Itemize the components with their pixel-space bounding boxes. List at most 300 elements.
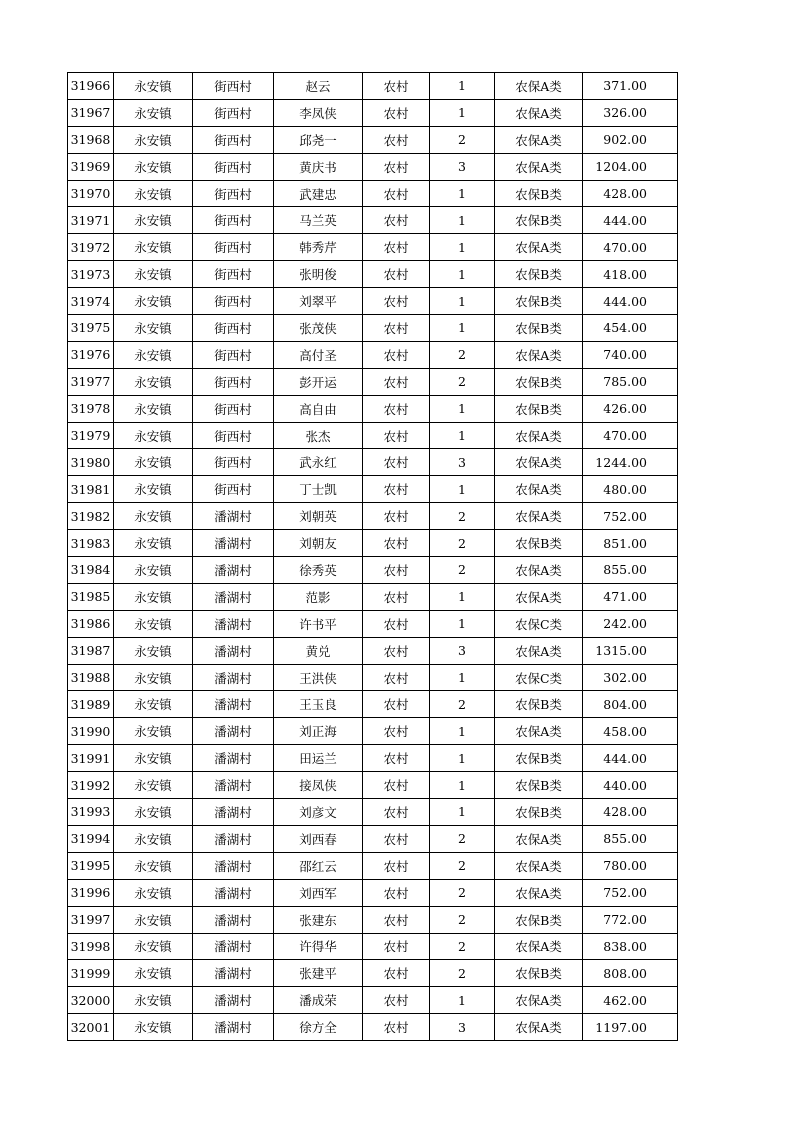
record-id-cell: 31972 [68, 234, 114, 261]
table-row [68, 73, 678, 100]
village-cell: 潘湖村 [193, 583, 274, 610]
amount-cell: 454.00 [583, 315, 678, 342]
person-name-cell: 刘彦文 [274, 799, 363, 826]
insurance-category-cell: 农保A类 [495, 153, 583, 180]
member-count-cell: 3 [430, 449, 495, 476]
record-id-cell: 31978 [68, 395, 114, 422]
amount-cell: 326.00 [583, 99, 678, 126]
amount-cell: 462.00 [583, 987, 678, 1014]
table-row [68, 180, 678, 207]
record-id-cell: 31995 [68, 852, 114, 879]
table-row [68, 476, 678, 503]
record-id-cell: 31969 [68, 153, 114, 180]
town-cell: 永安镇 [114, 852, 193, 879]
village-cell: 潘湖村 [193, 879, 274, 906]
record-id-cell: 31981 [68, 476, 114, 503]
member-count-cell: 1 [430, 583, 495, 610]
household-type-cell: 农村 [363, 530, 430, 557]
household-type-cell: 农村 [363, 610, 430, 637]
household-type-cell: 农村 [363, 825, 430, 852]
town-cell: 永安镇 [114, 530, 193, 557]
amount-cell: 444.00 [583, 288, 678, 315]
village-cell: 潘湖村 [193, 987, 274, 1014]
household-type-cell: 农村 [363, 933, 430, 960]
table-row [68, 960, 678, 987]
insurance-category-cell: 农保A类 [495, 503, 583, 530]
person-name-cell: 接凤侠 [274, 772, 363, 799]
household-type-cell: 农村 [363, 718, 430, 745]
household-type-cell: 农村 [363, 583, 430, 610]
record-id-cell: 31980 [68, 449, 114, 476]
person-name-cell: 张明俊 [274, 261, 363, 288]
record-id-cell: 31976 [68, 341, 114, 368]
record-id-cell: 31983 [68, 530, 114, 557]
insurance-category-cell: 农保A类 [495, 987, 583, 1014]
member-count-cell: 1 [430, 799, 495, 826]
household-type-cell: 农村 [363, 207, 430, 234]
insurance-category-cell: 农保A类 [495, 718, 583, 745]
amount-cell: 855.00 [583, 557, 678, 584]
insurance-category-cell: 农保B类 [495, 960, 583, 987]
record-id-cell: 31975 [68, 315, 114, 342]
amount-cell: 785.00 [583, 368, 678, 395]
member-count-cell: 1 [430, 664, 495, 691]
record-id-cell: 32001 [68, 1014, 114, 1041]
table-row [68, 852, 678, 879]
household-type-cell: 农村 [363, 449, 430, 476]
village-cell: 潘湖村 [193, 718, 274, 745]
town-cell: 永安镇 [114, 879, 193, 906]
table-row [68, 799, 678, 826]
record-id-cell: 31988 [68, 664, 114, 691]
household-type-cell: 农村 [363, 315, 430, 342]
table-row [68, 825, 678, 852]
member-count-cell: 1 [430, 395, 495, 422]
insurance-category-cell: 农保A类 [495, 73, 583, 100]
record-id-cell: 31970 [68, 180, 114, 207]
insurance-category-cell: 农保C类 [495, 610, 583, 637]
town-cell: 永安镇 [114, 73, 193, 100]
village-cell: 街西村 [193, 99, 274, 126]
village-cell: 潘湖村 [193, 557, 274, 584]
household-type-cell: 农村 [363, 503, 430, 530]
town-cell: 永安镇 [114, 610, 193, 637]
person-name-cell: 丁士凯 [274, 476, 363, 503]
person-name-cell: 黄庆书 [274, 153, 363, 180]
person-name-cell: 张杰 [274, 422, 363, 449]
amount-cell: 1197.00 [583, 1014, 678, 1041]
town-cell: 永安镇 [114, 637, 193, 664]
member-count-cell: 1 [430, 180, 495, 207]
member-count-cell: 2 [430, 852, 495, 879]
town-cell: 永安镇 [114, 933, 193, 960]
record-id-cell: 31999 [68, 960, 114, 987]
town-cell: 永安镇 [114, 503, 193, 530]
insurance-category-cell: 农保B类 [495, 315, 583, 342]
table-row [68, 691, 678, 718]
town-cell: 永安镇 [114, 341, 193, 368]
town-cell: 永安镇 [114, 449, 193, 476]
insurance-category-cell: 农保A类 [495, 99, 583, 126]
table-row [68, 341, 678, 368]
amount-cell: 440.00 [583, 772, 678, 799]
household-type-cell: 农村 [363, 99, 430, 126]
village-cell: 街西村 [193, 261, 274, 288]
village-cell: 街西村 [193, 449, 274, 476]
person-name-cell: 田运兰 [274, 745, 363, 772]
record-id-cell: 31973 [68, 261, 114, 288]
member-count-cell: 2 [430, 368, 495, 395]
amount-cell: 808.00 [583, 960, 678, 987]
member-count-cell: 2 [430, 530, 495, 557]
person-name-cell: 马兰英 [274, 207, 363, 234]
amount-cell: 470.00 [583, 234, 678, 261]
member-count-cell: 2 [430, 557, 495, 584]
insurance-category-cell: 农保B类 [495, 745, 583, 772]
household-type-cell: 农村 [363, 879, 430, 906]
record-id-cell: 31993 [68, 799, 114, 826]
insurance-category-cell: 农保A类 [495, 422, 583, 449]
table-row [68, 718, 678, 745]
village-cell: 街西村 [193, 288, 274, 315]
village-cell: 潘湖村 [193, 825, 274, 852]
amount-cell: 470.00 [583, 422, 678, 449]
member-count-cell: 2 [430, 879, 495, 906]
member-count-cell: 1 [430, 288, 495, 315]
record-id-cell: 31968 [68, 126, 114, 153]
village-cell: 潘湖村 [193, 852, 274, 879]
member-count-cell: 1 [430, 234, 495, 261]
person-name-cell: 邵红云 [274, 852, 363, 879]
insurance-category-cell: 农保B类 [495, 288, 583, 315]
table-row [68, 261, 678, 288]
insurance-category-cell: 农保B类 [495, 691, 583, 718]
record-id-cell: 31979 [68, 422, 114, 449]
person-name-cell: 张建东 [274, 906, 363, 933]
table-row [68, 503, 678, 530]
amount-cell: 302.00 [583, 664, 678, 691]
village-cell: 潘湖村 [193, 503, 274, 530]
table-row [68, 637, 678, 664]
insurance-category-cell: 农保B类 [495, 207, 583, 234]
person-name-cell: 刘西春 [274, 825, 363, 852]
village-cell: 街西村 [193, 315, 274, 342]
town-cell: 永安镇 [114, 476, 193, 503]
village-cell: 潘湖村 [193, 960, 274, 987]
member-count-cell: 2 [430, 341, 495, 368]
insurance-category-cell: 农保A类 [495, 449, 583, 476]
town-cell: 永安镇 [114, 395, 193, 422]
amount-cell: 458.00 [583, 718, 678, 745]
table-row [68, 422, 678, 449]
amount-cell: 780.00 [583, 852, 678, 879]
member-count-cell: 3 [430, 1014, 495, 1041]
household-type-cell: 农村 [363, 691, 430, 718]
village-cell: 潘湖村 [193, 637, 274, 664]
record-id-cell: 31985 [68, 583, 114, 610]
member-count-cell: 1 [430, 772, 495, 799]
household-type-cell: 农村 [363, 261, 430, 288]
person-name-cell: 潘成荣 [274, 987, 363, 1014]
town-cell: 永安镇 [114, 583, 193, 610]
insurance-category-cell: 农保A类 [495, 583, 583, 610]
member-count-cell: 1 [430, 745, 495, 772]
town-cell: 永安镇 [114, 799, 193, 826]
village-cell: 潘湖村 [193, 772, 274, 799]
table-row [68, 987, 678, 1014]
person-name-cell: 刘翠平 [274, 288, 363, 315]
person-name-cell: 彭开运 [274, 368, 363, 395]
amount-cell: 804.00 [583, 691, 678, 718]
table-row [68, 449, 678, 476]
village-cell: 街西村 [193, 73, 274, 100]
table-row [68, 99, 678, 126]
amount-cell: 242.00 [583, 610, 678, 637]
person-name-cell: 刘朝友 [274, 530, 363, 557]
person-name-cell: 范影 [274, 583, 363, 610]
village-cell: 街西村 [193, 368, 274, 395]
records-table [67, 72, 678, 1041]
household-type-cell: 农村 [363, 126, 430, 153]
town-cell: 永安镇 [114, 126, 193, 153]
household-type-cell: 农村 [363, 906, 430, 933]
village-cell: 潘湖村 [193, 530, 274, 557]
household-type-cell: 农村 [363, 637, 430, 664]
member-count-cell: 1 [430, 207, 495, 234]
amount-cell: 444.00 [583, 745, 678, 772]
village-cell: 街西村 [193, 207, 274, 234]
table-row [68, 583, 678, 610]
amount-cell: 371.00 [583, 73, 678, 100]
town-cell: 永安镇 [114, 718, 193, 745]
person-name-cell: 武建忠 [274, 180, 363, 207]
table-row [68, 557, 678, 584]
village-cell: 潘湖村 [193, 691, 274, 718]
amount-cell: 855.00 [583, 825, 678, 852]
table-row [68, 153, 678, 180]
table-row [68, 664, 678, 691]
member-count-cell: 3 [430, 637, 495, 664]
person-name-cell: 刘朝英 [274, 503, 363, 530]
village-cell: 街西村 [193, 395, 274, 422]
amount-cell: 752.00 [583, 503, 678, 530]
person-name-cell: 张茂侠 [274, 315, 363, 342]
member-count-cell: 1 [430, 610, 495, 637]
member-count-cell: 2 [430, 906, 495, 933]
household-type-cell: 农村 [363, 476, 430, 503]
household-type-cell: 农村 [363, 960, 430, 987]
village-cell: 街西村 [193, 234, 274, 261]
amount-cell: 480.00 [583, 476, 678, 503]
town-cell: 永安镇 [114, 825, 193, 852]
table-row [68, 772, 678, 799]
table-row [68, 288, 678, 315]
record-id-cell: 31977 [68, 368, 114, 395]
table-row [68, 126, 678, 153]
record-id-cell: 31986 [68, 610, 114, 637]
insurance-category-cell: 农保A类 [495, 879, 583, 906]
household-type-cell: 农村 [363, 745, 430, 772]
record-id-cell: 32000 [68, 987, 114, 1014]
records-table-body [68, 73, 678, 1041]
person-name-cell: 张建平 [274, 960, 363, 987]
person-name-cell: 赵云 [274, 73, 363, 100]
town-cell: 永安镇 [114, 153, 193, 180]
record-id-cell: 31971 [68, 207, 114, 234]
insurance-category-cell: 农保A类 [495, 476, 583, 503]
town-cell: 永安镇 [114, 1014, 193, 1041]
amount-cell: 1244.00 [583, 449, 678, 476]
insurance-category-cell: 农保A类 [495, 933, 583, 960]
household-type-cell: 农村 [363, 180, 430, 207]
amount-cell: 426.00 [583, 395, 678, 422]
insurance-category-cell: 农保A类 [495, 825, 583, 852]
member-count-cell: 2 [430, 933, 495, 960]
household-type-cell: 农村 [363, 422, 430, 449]
record-id-cell: 31974 [68, 288, 114, 315]
insurance-category-cell: 农保A类 [495, 637, 583, 664]
amount-cell: 902.00 [583, 126, 678, 153]
person-name-cell: 徐方全 [274, 1014, 363, 1041]
amount-cell: 471.00 [583, 583, 678, 610]
amount-cell: 752.00 [583, 879, 678, 906]
table-row [68, 530, 678, 557]
record-id-cell: 31966 [68, 73, 114, 100]
insurance-category-cell: 农保B类 [495, 368, 583, 395]
person-name-cell: 李凤侠 [274, 99, 363, 126]
person-name-cell: 许得华 [274, 933, 363, 960]
household-type-cell: 农村 [363, 234, 430, 261]
household-type-cell: 农村 [363, 288, 430, 315]
household-type-cell: 农村 [363, 664, 430, 691]
member-count-cell: 1 [430, 73, 495, 100]
town-cell: 永安镇 [114, 422, 193, 449]
insurance-category-cell: 农保A类 [495, 1014, 583, 1041]
town-cell: 永安镇 [114, 261, 193, 288]
person-name-cell: 邱尧一 [274, 126, 363, 153]
household-type-cell: 农村 [363, 368, 430, 395]
record-id-cell: 31994 [68, 825, 114, 852]
person-name-cell: 韩秀芹 [274, 234, 363, 261]
member-count-cell: 1 [430, 99, 495, 126]
person-name-cell: 高付圣 [274, 341, 363, 368]
town-cell: 永安镇 [114, 664, 193, 691]
table-row [68, 395, 678, 422]
insurance-category-cell: 农保B类 [495, 906, 583, 933]
insurance-category-cell: 农保B类 [495, 180, 583, 207]
household-type-cell: 农村 [363, 1014, 430, 1041]
household-type-cell: 农村 [363, 395, 430, 422]
insurance-category-cell: 农保A类 [495, 341, 583, 368]
household-type-cell: 农村 [363, 852, 430, 879]
village-cell: 潘湖村 [193, 745, 274, 772]
record-id-cell: 31996 [68, 879, 114, 906]
insurance-category-cell: 农保A类 [495, 126, 583, 153]
village-cell: 街西村 [193, 422, 274, 449]
insurance-category-cell: 农保B类 [495, 530, 583, 557]
household-type-cell: 农村 [363, 341, 430, 368]
amount-cell: 428.00 [583, 799, 678, 826]
insurance-category-cell: 农保B类 [495, 772, 583, 799]
insurance-category-cell: 农保A类 [495, 234, 583, 261]
table-row [68, 745, 678, 772]
member-count-cell: 2 [430, 825, 495, 852]
household-type-cell: 农村 [363, 73, 430, 100]
member-count-cell: 1 [430, 261, 495, 288]
town-cell: 永安镇 [114, 207, 193, 234]
record-id-cell: 31992 [68, 772, 114, 799]
amount-cell: 851.00 [583, 530, 678, 557]
record-id-cell: 31989 [68, 691, 114, 718]
insurance-category-cell: 农保B类 [495, 261, 583, 288]
record-id-cell: 31991 [68, 745, 114, 772]
village-cell: 街西村 [193, 341, 274, 368]
town-cell: 永安镇 [114, 315, 193, 342]
record-id-cell: 31984 [68, 557, 114, 584]
table-row [68, 234, 678, 261]
insurance-category-cell: 农保A类 [495, 557, 583, 584]
insurance-category-cell: 农保A类 [495, 852, 583, 879]
record-id-cell: 31987 [68, 637, 114, 664]
town-cell: 永安镇 [114, 557, 193, 584]
member-count-cell: 2 [430, 126, 495, 153]
table-row [68, 315, 678, 342]
table-row [68, 933, 678, 960]
member-count-cell: 1 [430, 476, 495, 503]
village-cell: 潘湖村 [193, 799, 274, 826]
record-id-cell: 31982 [68, 503, 114, 530]
town-cell: 永安镇 [114, 234, 193, 261]
person-name-cell: 武永红 [274, 449, 363, 476]
village-cell: 街西村 [193, 153, 274, 180]
town-cell: 永安镇 [114, 745, 193, 772]
person-name-cell: 王洪侠 [274, 664, 363, 691]
town-cell: 永安镇 [114, 288, 193, 315]
household-type-cell: 农村 [363, 772, 430, 799]
member-count-cell: 1 [430, 315, 495, 342]
household-type-cell: 农村 [363, 153, 430, 180]
village-cell: 潘湖村 [193, 1014, 274, 1041]
person-name-cell: 许书平 [274, 610, 363, 637]
amount-cell: 444.00 [583, 207, 678, 234]
record-id-cell: 31967 [68, 99, 114, 126]
record-id-cell: 31997 [68, 906, 114, 933]
village-cell: 街西村 [193, 476, 274, 503]
town-cell: 永安镇 [114, 691, 193, 718]
member-count-cell: 1 [430, 422, 495, 449]
town-cell: 永安镇 [114, 906, 193, 933]
amount-cell: 418.00 [583, 261, 678, 288]
town-cell: 永安镇 [114, 99, 193, 126]
village-cell: 街西村 [193, 180, 274, 207]
town-cell: 永安镇 [114, 772, 193, 799]
town-cell: 永安镇 [114, 960, 193, 987]
member-count-cell: 1 [430, 987, 495, 1014]
village-cell: 街西村 [193, 126, 274, 153]
village-cell: 潘湖村 [193, 906, 274, 933]
village-cell: 潘湖村 [193, 933, 274, 960]
person-name-cell: 刘正海 [274, 718, 363, 745]
table-row [68, 879, 678, 906]
person-name-cell: 黄兑 [274, 637, 363, 664]
amount-cell: 1204.00 [583, 153, 678, 180]
record-id-cell: 31990 [68, 718, 114, 745]
record-id-cell: 31998 [68, 933, 114, 960]
village-cell: 潘湖村 [193, 610, 274, 637]
person-name-cell: 徐秀英 [274, 557, 363, 584]
person-name-cell: 刘西军 [274, 879, 363, 906]
member-count-cell: 2 [430, 691, 495, 718]
